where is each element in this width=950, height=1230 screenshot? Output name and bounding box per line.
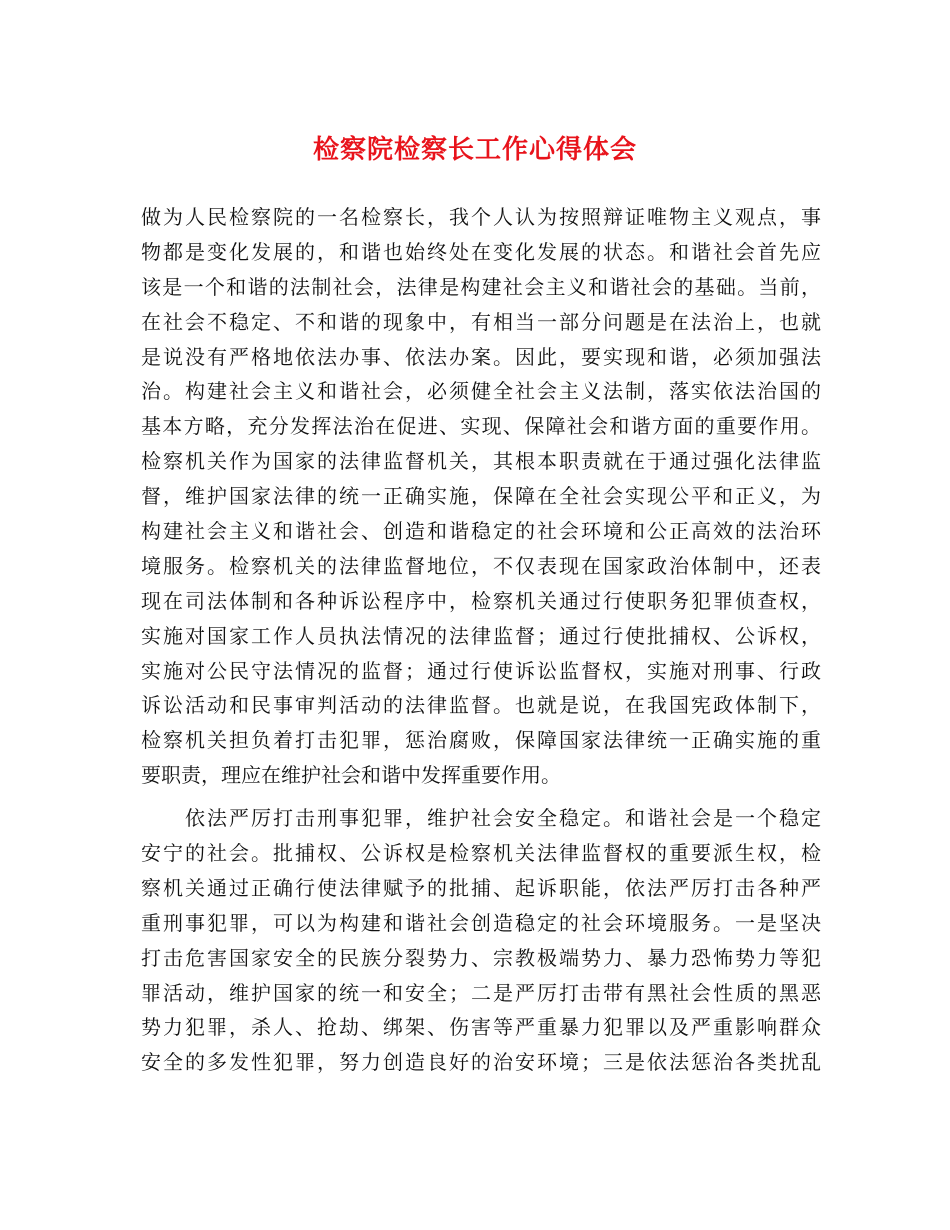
- text-line: 检察机关担负着打击犯罪，惩治腐败，保障国家法律统一正确实施的重: [141, 728, 821, 753]
- text-line: 基本方略，充分发挥法治在促进、实现、保障社会和谐方面的重要作用。: [141, 414, 821, 439]
- text-line: 物都是变化发展的，和谐也始终处在变化发展的状态。和谐社会首先应: [141, 239, 821, 264]
- paragraph-gap: [141, 793, 821, 801]
- document-title: 检察院检察长工作心得体会: [312, 135, 637, 165]
- text-line: 重刑事犯罪，可以为构建和谐社会创造稳定的社会环境服务。一是坚决: [141, 910, 821, 935]
- text-line: 构建社会主义和谐社会、创造和谐稳定的社会环境和公正高效的法治环: [141, 519, 821, 544]
- text-line: 势力犯罪，杀人、抢劫、绑架、伤害等严重暴力犯罪以及严重影响群众: [141, 1015, 821, 1040]
- text-line: 是说没有严格地依法办事、依法办案。因此，要实现和谐，必须加强法: [141, 344, 821, 369]
- document-body: [141, 200, 821, 1080]
- text-line: 打击危害国家安全的民族分裂势力、宗教极端势力、暴力恐怖势力等犯: [141, 945, 821, 970]
- text-line: 诉讼活动和民事审判活动的法律监督。也就是说，在我国宪政体制下，: [141, 693, 821, 718]
- text-line: 做为人民检察院的一名检察长，我个人认为按照辩证唯物主义观点，事: [141, 205, 821, 229]
- paragraph-2: [141, 801, 821, 1080]
- text-line: 治。构建社会主义和谐社会，必须健全社会主义法制，落实依法治国的: [141, 379, 821, 404]
- text-line: 该是一个和谐的法制社会，法律是构建社会主义和谐社会的基础。当前，: [141, 274, 821, 299]
- text-line: 现在司法体制和各种诉讼程序中，检察机关通过行使职务犯罪侦查权，: [141, 588, 821, 613]
- text-line: 在社会不稳定、不和谐的现象中，有相当一部分问题是在法治上，也就: [141, 309, 821, 334]
- paragraph-1: [141, 200, 821, 793]
- text-line: 境服务。检察机关的法律监督地位，不仅表现在国家政治体制中，还表: [141, 553, 821, 578]
- text-line: 实施对公民守法情况的监督；通过行使诉讼监督权，实施对刑事、行政: [141, 658, 821, 683]
- text-line: 察机关通过正确行使法律赋予的批捕、起诉职能，依法严厉打击各种严: [141, 875, 821, 900]
- text-line: 安全的多发性犯罪，努力创造良好的治安环境；三是依法惩治各类扰乱: [141, 1050, 821, 1075]
- text-line: 实施对国家工作人员执法情况的法律监督；通过行使批捕权、公诉权，: [141, 623, 821, 648]
- text-line: 依法严厉打击刑事犯罪，维护社会安全稳定。和谐社会是一个稳定: [185, 806, 821, 831]
- text-line: 督，维护国家法律的统一正确实施，保障在全社会实现公平和正义，为: [141, 484, 821, 509]
- text-line: 安宁的社会。批捕权、公诉权是检察机关法律监督权的重要派生权，检: [141, 841, 821, 866]
- text-line: 要职责，理应在维护社会和谐中发挥重要作用。: [141, 763, 561, 788]
- text-line: 罪活动，维护国家的统一和安全；二是严厉打击带有黑社会性质的黑恶: [141, 980, 821, 1005]
- text-line: 检察机关作为国家的法律监督机关，其根本职责就在于通过强化法律监: [141, 449, 821, 474]
